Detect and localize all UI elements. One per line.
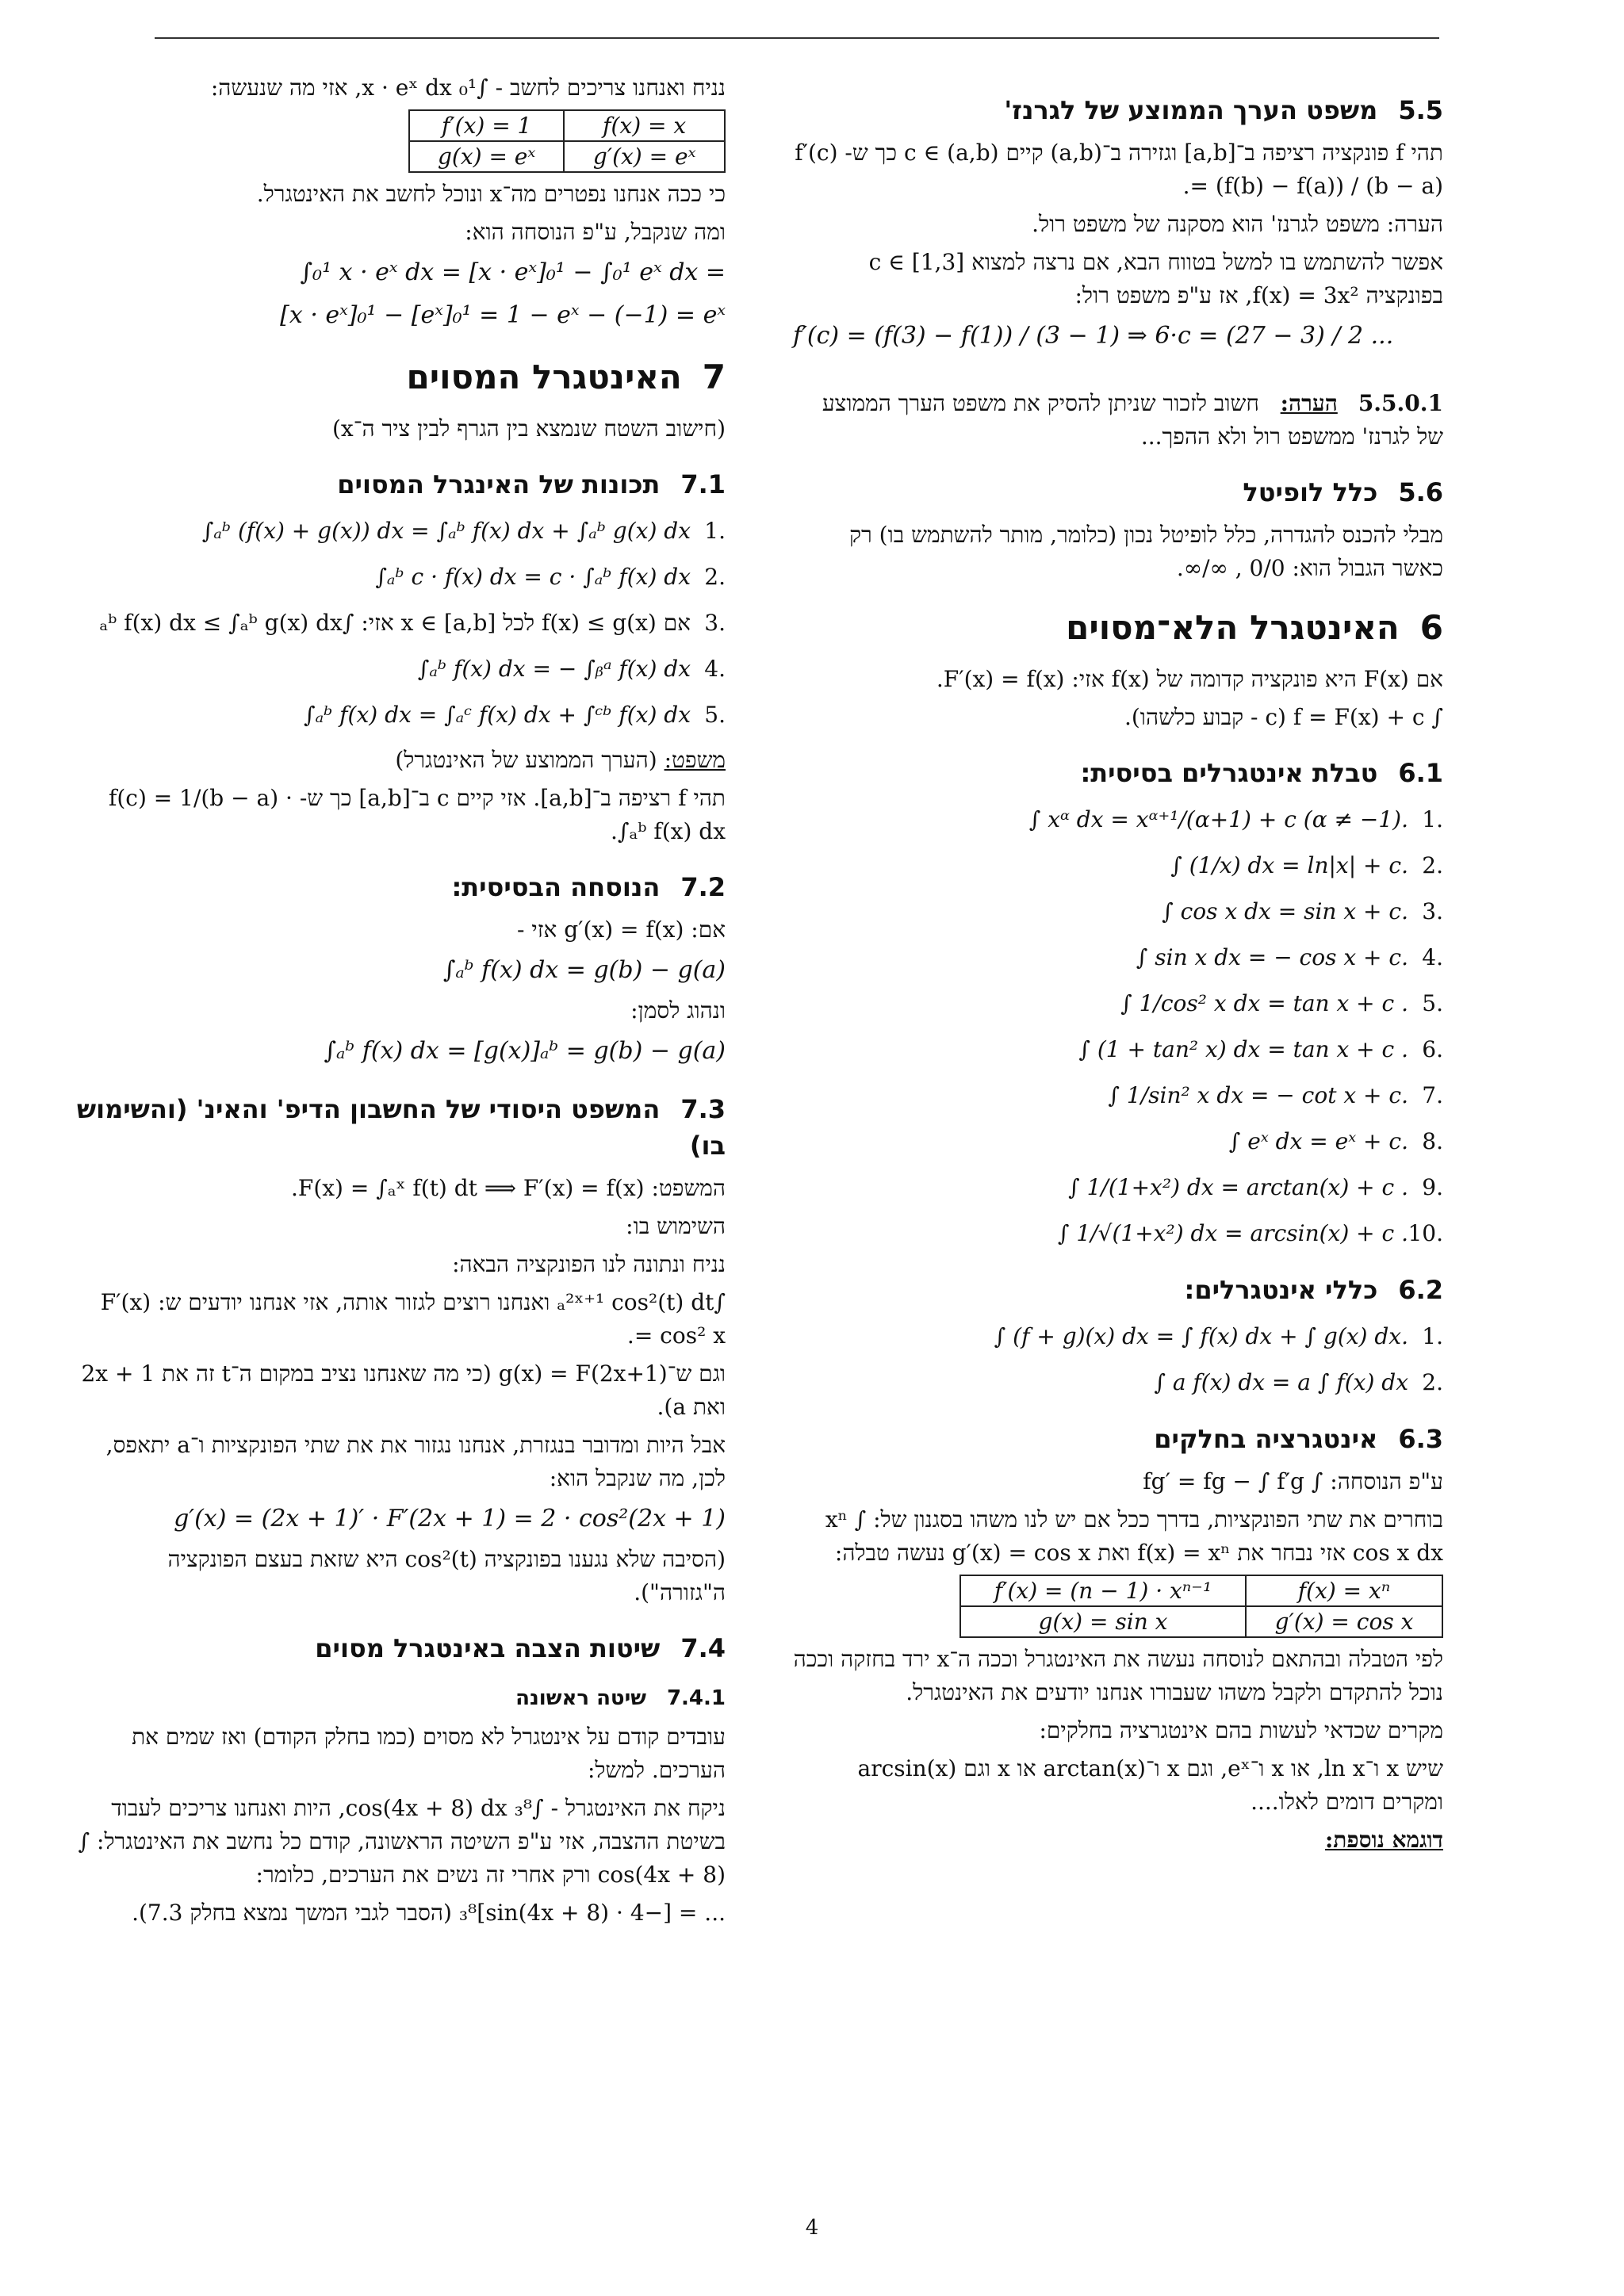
paragraph: לפי הטבלה ובהתאם לנוסחה נעשה את האינטגרל וככה ה־x ירד בחזקה וככה נוכל להתקדם ולקבל משהו שעבורו אנחנו יודעים את האינטגרל. xyxy=(793,1646,1443,1705)
paragraph: ע"פ הנוסחה: ∫ fg′ = fg − ∫ f′g xyxy=(1143,1468,1443,1494)
item-formula: ∫ sin x dx = − cos x + c. xyxy=(1136,944,1408,970)
section-7-1-heading xyxy=(75,466,726,503)
paragraph: הערה: משפט לגרנז' הוא מסקנה של משפט רול. xyxy=(1032,211,1443,237)
section-title: כלל לופיטל xyxy=(1243,477,1378,507)
list-item xyxy=(75,652,726,687)
paragraph: ... = [−4 · sin(4x + 8)]₃⁸ (הסבר לגבי המשך נמצא בחלק 7.3). xyxy=(132,1900,726,1926)
section-number: 5.5 xyxy=(1398,95,1443,125)
paragraph: אבל היות ומדובר בנגזרת, אנחנו נגזור את את שתי הפונקציות ו־a יתאפס, לכן, מה שנקבל הוא: xyxy=(105,1432,726,1491)
top-rule xyxy=(155,37,1439,39)
section-5-5-heading xyxy=(793,92,1443,128)
item-formula: ∫ 1/√(1+x²) dx = arcsin(x) + c . xyxy=(1057,1220,1408,1246)
section-7-2-heading xyxy=(75,869,726,905)
more-example-label: דוגמא נוספת: xyxy=(1324,1827,1443,1853)
example-table xyxy=(408,109,726,173)
item-number: .4 xyxy=(1422,944,1443,970)
paragraph: ∫ f = F(x) + c (c - קבוע כלשהו). xyxy=(1124,704,1443,730)
section-number: 6.2 xyxy=(1398,1275,1443,1305)
list-item xyxy=(75,560,726,595)
section-6-heading xyxy=(793,606,1443,650)
table-cell: g′(x) = cos x xyxy=(1246,1606,1442,1637)
section-title: טבלת אינטגרלים בסיסית: xyxy=(1080,758,1378,788)
paragraph: ונהוג לסמן: xyxy=(630,997,726,1024)
subsection-number: 7.4.1 xyxy=(666,1686,726,1710)
right-column xyxy=(793,71,1443,1862)
item-formula: ∫ₐᵇ (f(x) + g(x)) dx = ∫ₐᵇ f(x) dx + ∫ₐᵇ g(x) dx xyxy=(201,518,691,544)
item-number: .10 xyxy=(1408,1220,1443,1246)
subsection-5-5-0-1 xyxy=(793,387,1443,453)
item-formula: ∫ₐᵇ c · f(x) dx = c · ∫ₐᵇ f(x) dx xyxy=(375,564,691,590)
item-number: .2 xyxy=(704,564,726,590)
section-number: 7.3 xyxy=(680,1094,726,1124)
paragraph: (חישוב השטח שנמצא בין הגרף לבין ציר ה־x) xyxy=(331,415,726,442)
paragraph: ניקח את האינטגרל - ∫₃⁸ cos(4x + 8) dx, היות ואנחנו צריכים לעבוד בשיטת ההצבה, אזי ע"פ השיטה הראשונה, קודם כל נחשב את האינטגרל: ∫ cos(4x + 8) ורק אחרי זה נשים את הערכים, כלומר: xyxy=(78,1795,726,1888)
item-number: .1 xyxy=(704,518,726,544)
list-item xyxy=(75,698,726,733)
list-item xyxy=(793,940,1443,975)
equation xyxy=(75,1032,726,1070)
table-row xyxy=(409,110,725,141)
equation-text: ∫ₐᵇ f(x) dx = [g(x)]ₐᵇ = g(b) − g(a) xyxy=(324,1037,726,1065)
equation xyxy=(75,297,726,335)
list-item xyxy=(793,1216,1443,1251)
section-number: 7.4 xyxy=(680,1633,726,1663)
equation-text: ∫₀¹ x · eˣ dx = [x · eˣ]₀¹ − ∫₀¹ eˣ dx = xyxy=(300,258,726,286)
subsection-number: 5.5.0.1 xyxy=(1358,390,1443,416)
item-formula: ∫ xᵅ dx = xᵅ⁺¹/(α+1) + c (α ≠ −1). xyxy=(1028,806,1408,832)
item-formula: ∫ eˣ dx = eˣ + c. xyxy=(1228,1128,1408,1154)
section-title: משפט הערך הממוצע של לגרנז' xyxy=(1004,95,1378,125)
item-formula: ∫ 1/cos² x dx = tan x + c . xyxy=(1120,990,1408,1016)
paragraph: תהי f פונקציה רציפה ב־[a,b] וגזירה ב־(a,b) קיים c ∈ (a,b) כך ש- f′(c) = (f(b) − f(a)) / (b − a). xyxy=(795,140,1443,199)
list-item xyxy=(793,1032,1443,1067)
equation-text: f′(c) = (f(3) − f(1)) / (3 − 1) ⇒ 6·c = (27 − 3) / 2 ... xyxy=(793,322,1394,350)
section-5-6-heading xyxy=(793,474,1443,511)
table-cell: f(x) = x xyxy=(564,110,725,141)
paragraph: וגם ש־g(x) = F(2x+1) (כי מה שאנחנו נציב במקום ה־t זה את 2x + 1 ואת a). xyxy=(81,1360,726,1420)
paragraph: שיש x ו־ln x, או x ו־eˣ, וגם x ו־arctan(x) או x וגם arcsin(x) ומקרים דומים לאלו.... xyxy=(857,1755,1443,1815)
equation xyxy=(75,254,726,292)
paragraph: אם F(x) היא פונקציה קדומה של f(x) אזי: F′(x) = f(x). xyxy=(936,666,1443,692)
item-number: .1 xyxy=(1422,1323,1443,1349)
section-7-4-heading xyxy=(75,1630,726,1667)
list-item xyxy=(793,802,1443,837)
equation xyxy=(75,951,726,989)
item-number: .5 xyxy=(704,702,726,728)
equation xyxy=(75,1500,726,1538)
paragraph: ∫ₐ²ˣ⁺¹ cos²(t) dt ואנחנו רוצים לגזור אותה, אזי אנחנו יודעים ש: F′(x) = cos² x. xyxy=(100,1289,726,1349)
list-item xyxy=(793,986,1443,1021)
section-6-2-heading xyxy=(793,1272,1443,1308)
list-item xyxy=(75,514,726,549)
theorem xyxy=(75,744,726,777)
list-item xyxy=(793,1124,1443,1159)
table-cell: g(x) = eˣ xyxy=(409,141,564,172)
item-formula: ∫ cos x dx = sin x + c. xyxy=(1162,898,1408,924)
paragraph: נניח ונתונה לנו הפונקציה הבאה: xyxy=(452,1251,726,1277)
list-item xyxy=(793,1319,1443,1354)
section-title: המשפט היסודי של החשבון הדיפ' והאינ' (והשימוש בו) xyxy=(76,1094,726,1161)
paragraph: (הסיבה שלא נגענו בפונקציה cos²(t) היא שזאת בעצם הפונקציה ה"גזורה"). xyxy=(167,1546,726,1605)
paragraph: אם: g′(x) = f(x) אזי - xyxy=(516,916,726,943)
list-item xyxy=(793,1365,1443,1400)
theorem-title: (הערך הממוצע של האינטגרל) xyxy=(395,747,657,773)
item-formula: ∫ (1/x) dx = ln|x| + c. xyxy=(1170,852,1408,878)
section-title: כללי אינטגרלים: xyxy=(1184,1275,1378,1305)
paragraph: המשפט: F(x) = ∫ₐˣ f(t) dt ⟹ F′(x) = f(x). xyxy=(290,1175,726,1201)
paragraph: תהי f רציפה ב־[a,b]. אזי קיים c ב־[a,b] כך ש- f(c) = 1/(b − a) · ∫ₐᵇ f(x) dx. xyxy=(108,785,726,844)
parts-table xyxy=(959,1575,1443,1638)
section-title: האינטגרל הלא־מסוים xyxy=(1066,608,1400,647)
section-title: תכונות של האינגרל המסוים xyxy=(337,469,661,499)
integral-table-list xyxy=(793,802,1443,1251)
section-title: הנוסחה הבסיסית: xyxy=(451,872,661,902)
note-label: הערה: xyxy=(1280,390,1338,416)
section-6-3-heading xyxy=(793,1421,1443,1457)
section-title: האינטגרל המסוים xyxy=(406,358,682,396)
item-number: .6 xyxy=(1422,1036,1443,1062)
item-number: .9 xyxy=(1422,1174,1443,1200)
item-number: .1 xyxy=(1422,806,1443,832)
list-item xyxy=(793,848,1443,883)
list-item xyxy=(75,606,726,641)
section-7-3-heading xyxy=(75,1091,726,1164)
section-7-heading xyxy=(75,355,726,400)
paragraph: נניח ואנחנו צריכים לחשב - ∫₀¹ x · eˣ dx, אזי מה שנעשה: xyxy=(210,75,726,101)
section-number: 7 xyxy=(702,358,726,396)
list-item xyxy=(793,894,1443,929)
section-6-1-heading xyxy=(793,755,1443,791)
section-number: 6 xyxy=(1419,608,1443,647)
section-number: 7.2 xyxy=(680,872,726,902)
note-text: חשוב לזכור שניתן להסיק את משפט הערך הממוצע של לגרנז' ממשפט רול ולא ההפך... xyxy=(822,390,1443,450)
item-number: .3 xyxy=(704,610,726,636)
item-number: .8 xyxy=(1422,1128,1443,1154)
item-formula: ∫ a f(x) dx = a ∫ f(x) dx xyxy=(1154,1369,1408,1395)
table-row xyxy=(960,1575,1442,1606)
table-cell: g(x) = sin x xyxy=(960,1606,1246,1637)
item-number: .2 xyxy=(1422,852,1443,878)
item-formula: ∫ₐᵇ f(x) dx = ∫ₐᶜ f(x) dx + ∫ᶜᵇ f(x) dx xyxy=(303,702,691,728)
item-number: .3 xyxy=(1422,898,1443,924)
page-number: 4 xyxy=(805,2216,819,2240)
list-item xyxy=(793,1170,1443,1205)
section-number: 6.3 xyxy=(1398,1424,1443,1454)
paragraph: ומה שנקבל, ע"פ הנוסחה הוא: xyxy=(465,219,726,245)
item-formula: ∫ₐᵇ f(x) dx = − ∫ᵦᵃ f(x) dx xyxy=(417,656,691,682)
item-formula: ∫ 1/(1+x²) dx = arctan(x) + c . xyxy=(1068,1174,1408,1200)
table-cell: f′(x) = 1 xyxy=(409,110,564,141)
table-cell: f(x) = xⁿ xyxy=(1246,1575,1442,1606)
section-title: שיטות הצבה באינטגרל מסוים xyxy=(315,1633,661,1663)
paragraph: השימוש בו: xyxy=(626,1213,726,1239)
list-item xyxy=(793,1078,1443,1113)
item-formula: אם f(x) ≤ g(x) לכל x ∈ [a,b] אזי: ∫ₐᵇ f(x) dx ≤ ∫ₐᵇ g(x) dx xyxy=(99,610,691,636)
table-row xyxy=(409,141,725,172)
item-formula: ∫ (1 + tan² x) dx = tan x + c . xyxy=(1078,1036,1408,1062)
paragraph: עובדים קודם על אינטגרל לא מסוים (כמו בחלק הקודם) ואז שמים את הערכים. למשל: xyxy=(132,1724,726,1783)
subsection-7-4-1-heading xyxy=(75,1682,726,1714)
equation xyxy=(793,317,1443,355)
table-cell: f′(x) = (n − 1) · xⁿ⁻¹ xyxy=(960,1575,1246,1606)
item-formula: ∫ 1/sin² x dx = − cot x + c. xyxy=(1108,1082,1408,1108)
paragraph: מבלי להכנס להגדרה, כלל לופיטל נכון (כלומר, מותר להשתמש בו) רק כאשר הגבול הוא: 0/0 , ∞/∞. xyxy=(849,522,1443,581)
table-cell: g′(x) = eˣ xyxy=(564,141,725,172)
paragraph: כי ככה אנחנו נפטרים מה־x ונוכל לחשב את האינטגרל. xyxy=(256,181,726,207)
equation-text: g′(x) = (2x + 1)′ · F′(2x + 1) = 2 · cos²(2x + 1) xyxy=(174,1505,726,1533)
table-row xyxy=(960,1606,1442,1637)
item-number: .5 xyxy=(1422,990,1443,1016)
paragraph: אפשר להשתמש בו למשל בטווח הבא, אם נרצה למצוא c ∈ [1,3] בפונקציה f(x) = 3x², אז ע"פ משפט רול: xyxy=(868,249,1443,308)
section-number: 6.1 xyxy=(1398,758,1443,788)
left-column xyxy=(75,71,726,1934)
paragraph: בוחרים את שתי הפונקציות, בדרך ככל אם יש לנו משהו בסגנון של: ∫ xⁿ cos x dx אזי נבחר את f(x) = xⁿ ואת g′(x) = cos x נעשה טבלה: xyxy=(825,1506,1443,1566)
paragraph: מקרים שכדאי לעשות בהם אינטגרציה בחלקים: xyxy=(1039,1717,1443,1743)
theorem-label: משפט: xyxy=(664,747,726,773)
item-number: .4 xyxy=(704,656,726,682)
item-formula: ∫ (f + g)(x) dx = ∫ f(x) dx + ∫ g(x) dx. xyxy=(994,1323,1408,1349)
section-number: 5.6 xyxy=(1398,477,1443,507)
subsection-title: שיטה ראשונה xyxy=(515,1686,646,1710)
section-number: 7.1 xyxy=(680,469,726,499)
section-title: אינטגרציה בחלקים xyxy=(1154,1424,1378,1454)
equation-text: [x · eˣ]₀¹ − [eˣ]₀¹ = 1 − eˣ − (−1) = eˣ xyxy=(280,301,726,329)
equation-text: ∫ₐᵇ f(x) dx = g(b) − g(a) xyxy=(442,956,726,984)
item-number: .7 xyxy=(1422,1082,1443,1108)
item-number: .2 xyxy=(1422,1369,1443,1395)
